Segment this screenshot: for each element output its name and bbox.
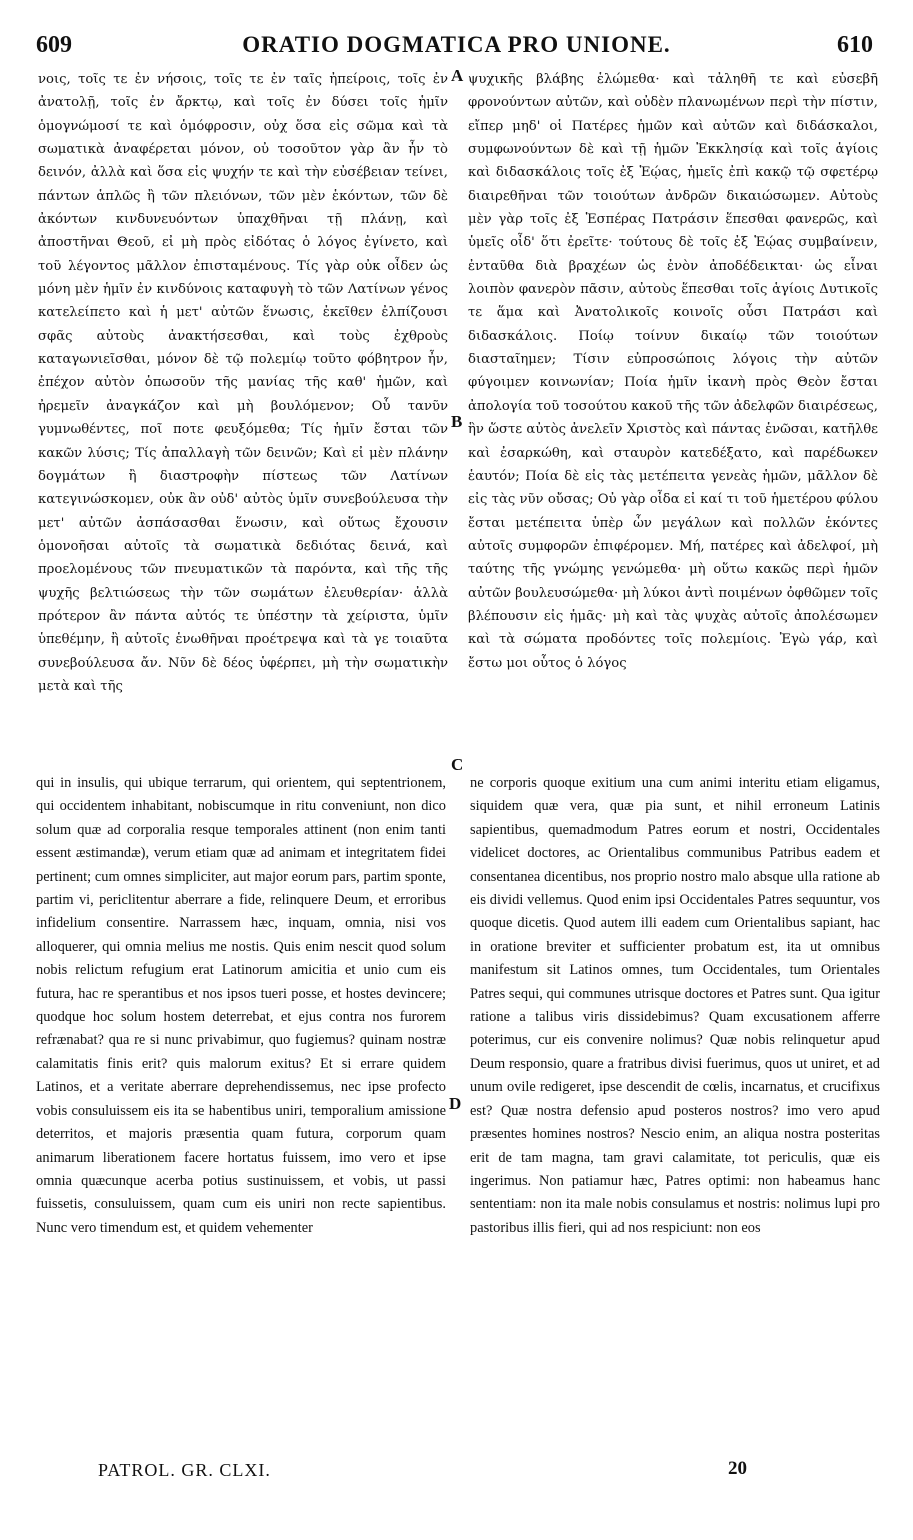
footer-signature: PATROL. GR. CLXI. [98, 1460, 271, 1480]
page-number-right: 610 [837, 32, 873, 58]
latin-column-right [470, 772, 880, 1452]
latin-text-right: ne corporis quoque exitium una cum animi interitu etiam eligamus, siquidem quæ vera, quæ pia sunt, et nihil erroneum Latinis sapientibus, quemadmodum Patres eorum et nostri, Occidentales videlicet doctores, ac Orientalibus communibus Patribus eadem et consentanea dicentibus, nos proprio nostro malo absque ulla ratione ab eis dividi vellemus. Quod enim ipsi Occidentales Patres sequuntur, vos quoque dicetis. Quod autem illi eadem cum Orientalibus sapiant, hac in oratione breviter et sufficienter probatum est, ita ut omnibus manifestum sit Latinos omnes, tum Occidentales, tum Orientales Patres sequi, qui communes utrisque doctores et Patres sunt. Qua igitur ratione a talibus viris dissidebimus? Quam excusationem afferre poterimus, cur eis convenire nolimus? Quæ nobis relinquetur apud Deum responsio, quare a fratribus divisi fuerimus, quos ut uniret, et ad unum ovile redigeret, ipse descendit de cœlis, incarnatus, et crucifixus est? Quæ nostra defensio apud posteros nostros? imo vero apud præsentes homines nostros? Nescio enim, an aliqua nostra posteritas erit de tam magna, tam gravi calamitate, tot periculis, quæ eis ingerimus. Non patiamur hæc, Patres optimi: non habeamus hanc sententiam: non ita male nobis consulamus et nostris: nolimus lupi pro pastoribus illis fieri, qui ad nos respiciunt: non eos [470, 775, 880, 1236]
section-marker-b: B [451, 412, 463, 431]
greek-column-right [468, 68, 878, 758]
latin-text-left: qui in insulis, qui ubique terrarum, qui orientem, qui septentrionem, qui occidentem inhabitant, nobiscumque in ritu conveniunt, non dico solum quæ ad corporalia resque temporales attinent (non enim tanti essent æstimandæ), verum etiam quæ ad animam et integritatem fidei pertinent; cum omnes simpliciter, aut major eorum pars, partim sponte, partim vi, periclitentur aberrare a fide, relinquere Deum, et erroribus infidelium consentire. Narrassem hæc, inquam, omnia, nisi vos alloquerer, qui omnia melius me nostis. Quis enim nescit quod solum nobis relictum refugium erat Latinorum amicitia et unio cum eis futura, hac re sperantibus et nos ipsos tueri posse, et hostes devincere; quodque hoc solum hostem deterrebat, et ejus contra nos furorem refrænabat? qua re si nunc privabimur, quo fugiemus? quinam nostræ calamitatis finis erit? quis malorum exitus? Et si errare quidem Latinos, et a veritate aberrare deprehendissemus, nec ipse profecto vobis consuluissem eis ita se habentibus uniri, temporalium amissione deterritos, et majoris præsentia quam futura, corporum quam animarum liberationem facere hortatus fuissem, imo vero et ipse omnia quæcunque acerba potius sustinuissem, et vobis, ut passi fuissetis, consuluissem, quam cum eis uniri non recte sapientibus. Nunc vero timendum est, et quidem vehementer [36, 775, 446, 1236]
greek-column-left [38, 68, 448, 758]
latin-column-left [36, 772, 446, 1452]
section-marker-c: C [451, 755, 464, 774]
running-title: ORATIO DOGMATICA PRO UNIONE. [242, 32, 671, 57]
section-marker-d: D [449, 1094, 462, 1113]
footer-sheet-number: 20 [728, 1458, 747, 1479]
greek-text-right: ψυχικῆς βλάβης ἑλώμεθα· καὶ τἀληθῆ τε καὶ εὐσεβῆ φρονούντων αὐτῶν, καὶ οὐδὲν πλανωμένων περὶ τὴν πίστιν, εἴπερ μηδ' οἱ Πατέρες ἡμῶν καὶ αὐτῶν καὶ διδάσκαλοι, συμφωνούντων δὲ καὶ τῇ ἡμῶν Ἐκκλησίᾳ καὶ τοῖς ἁγίοις καὶ διδασκάλοις τοῖς ἐξ Ἑῴας, ἡμεῖς ἐπὶ κακῷ τῷ σφετέρῳ διαιρεθῆναι τῶν τοιούτων ἀνδρῶν δικαιώσωμεν. Αὐτοὺς μὲν γὰρ τοῖς ἐξ Ἑσπέρας Πατράσιν ἕπεσθαι φανερῶς, καὶ ὑμεῖς οἶδ' ὅτι ἐρεῖτε· τούτους δὲ τοῖς ἐξ Ἑῴας συμβαίνειν, ἐνταῦθα διὰ βραχέων ὡς ἐνὸν ἀποδέδεικται· ὡς εἶναι λοιπὸν φανερὸν πᾶσιν, αὐτοὺς ἕπεσθαι τοῖς ἁγίοις Δυτικοῖς τε ἅμα καὶ Ἀνατολικοῖς κοινοῖς οὖσι Πατράσι καὶ διδασκάλοις. Ποίῳ τοίνυν δικαίῳ τῶν τοιούτων διασταῖημεν; Τίσιν εὐπροσώποις λόγοις τὴν αὐτῶν φύγοιμεν κοινωνίαν; Ποία ἡμῖν ἱκανὴ πρὸς Θεὸν ἔσται ἀπολογία τοῦ τοσούτου κακοῦ τῆς τῶν ἀδελφῶν διαιρέσεως, ἣν ὥστε αὐτὸς ἀνελεῖν Χριστὸς καὶ πάντας ἑνῶσαι, κατῆλθε καὶ ἐσαρκώθη, καὶ σταυρὸν κατεδέξατο, καὶ παρέδωκεν ἑαυτόν; Ποία δὲ εἰς τὰς μετέπειτα γενεὰς ἡμῶν, μᾶλλον δὲ εἰς τὰς νῦν οὔσας; Οὐ γὰρ οἶδα εἰ καί τι τοῦ ἡμετέρου φύλου ἔσται μετέπειτα ὑπὲρ ὧν μεγάλων καὶ πολλῶν ἑκόντες αὐτοῖς συμφορῶν ἐπιφέρομεν. Μή, πατέρες καὶ ἀδελφοί, μὴ ταύτης τῆς γνώμης γενώμεθα· μὴ οὕτω κακῶς περὶ ἡμῶν αὐτῶν βουλευσώμεθα· μὴ λύκοι ἀντὶ ποιμένων ὀφθῶμεν τοῖς βλέπουσιν εἰς ἡμᾶς· μὴ καὶ τὰς ψυχὰς αὐτοῖς ἀπολέσωμεν καὶ τὰ σώματα προδόντες τοῖς πολεμίοις. Ἐγὼ γάρ, καὶ ἔστω μοι οὗτος ὁ λόγος [468, 72, 878, 671]
greek-text-left: νοις, τοῖς τε ἐν νήσοις, τοῖς τε ἐν ταῖς ἠπείροις, τοῖς ἐν ἀνατολῇ, τοῖς ἐν ἄρκτῳ, καὶ τοῖς ἐν δύσει τοῖς ἡμῖν ὁμογνώμοσί τε καὶ ὁμόφροσιν, οὐχ ὅσα εἰς σῶμα καὶ τὰ σωματικὰ ἀναφέρεται μόνον, οὐ τοσοῦτον γὰρ ἂν ἦν τὸ δεινόν, ἀλλὰ καὶ ὅσα εἰς ψυχήν τε καὶ τὴν εὐσέβειαν τείνει, πάντων ἁπλῶς ἢ τῶν πλειόνων, τῶν μὲν ἑκόντων, τῶν δὲ ἀκόντων κινδυνευόντων ὑπαχθῆναι τῇ πλάνῃ, καὶ ἀποστῆναι Θεοῦ, εἰ μὴ πρὸς εἰδότας ὁ λόγος ἐγίνετο, καὶ τοῦ λέγοντος μᾶλλον ἐπισταμένους. Τίς γὰρ οὐκ οἶδεν ὡς μόνη μὲν ἡμῖν ἐν κινδύνοις καταφυγὴ τὸ τῶν Λατίνων γένος κατελείπετο καὶ ἡ μετ' αὐτῶν ἕνωσις, ἐκεῖθεν ἐλπίζουσι σφᾶς αὐτοὺς ἀνακτήσεσθαι, καὶ τοὺς ἐχθροὺς καταγωνιεῖσθαι, μόνον δὲ τῷ πολεμίῳ τοῦτο φόβητρον ἦν, ἐπέχον αὐτὸν ὁπωσοῦν τῆς μανίας τῆς καθ' ἡμῶν, καὶ ἠρεμεῖν ἀναγκάζον καὶ μὴ βουλόμενον; Οὗ τανῦν γυμνωθέντες, ποῖ ποτε φευξόμεθα; Τίς ἡμῖν ἔσται τῶν κακῶν λύσις; Τίς ἀπαλλαγὴ τῶν δεινῶν; Καὶ εἰ μὲν πλάνην δογμάτων ἢ διαστροφὴν πίστεως τῶν Λατίνων κατεγινώσκομεν, οὐκ ἂν οὐδ' αὐτὸς ὑμῖν συνεβούλευσα τὴν μετ' αὐτῶν ἀσπάσασθαι ἕνωσιν, καὶ οὕτως ἔχουσιν ὁμονοῆσαι αὐτοῖς τὰ σωματικὰ δεδιότας δεινά, καὶ προελομένους τῶν πνευματικῶν τὰ παρόντα, καὶ τῆς τῆς ψυχῆς βελτιώσεως τὴν τῶν σωμάτων ἐλευθερίαν· ἀλλὰ πρότερον ἂν πάντα αὐτός τε ὑπέστην τὰ χείριστα, ὑμῖν ὑπεθέμην, ἢ αὐτοῖς ἑνωθῆναι προέτρεψα καὶ τὰ γε τοιαῦτα συνεβούλευσα ἄν. Νῦν δὲ δέος ὑφέρπει, μὴ τὴν σωματικὴν μετὰ καὶ τῆς [38, 72, 448, 694]
page-header [0, 0, 913, 60]
page-number-left: 609 [36, 32, 72, 58]
section-marker-a: A [451, 66, 464, 85]
